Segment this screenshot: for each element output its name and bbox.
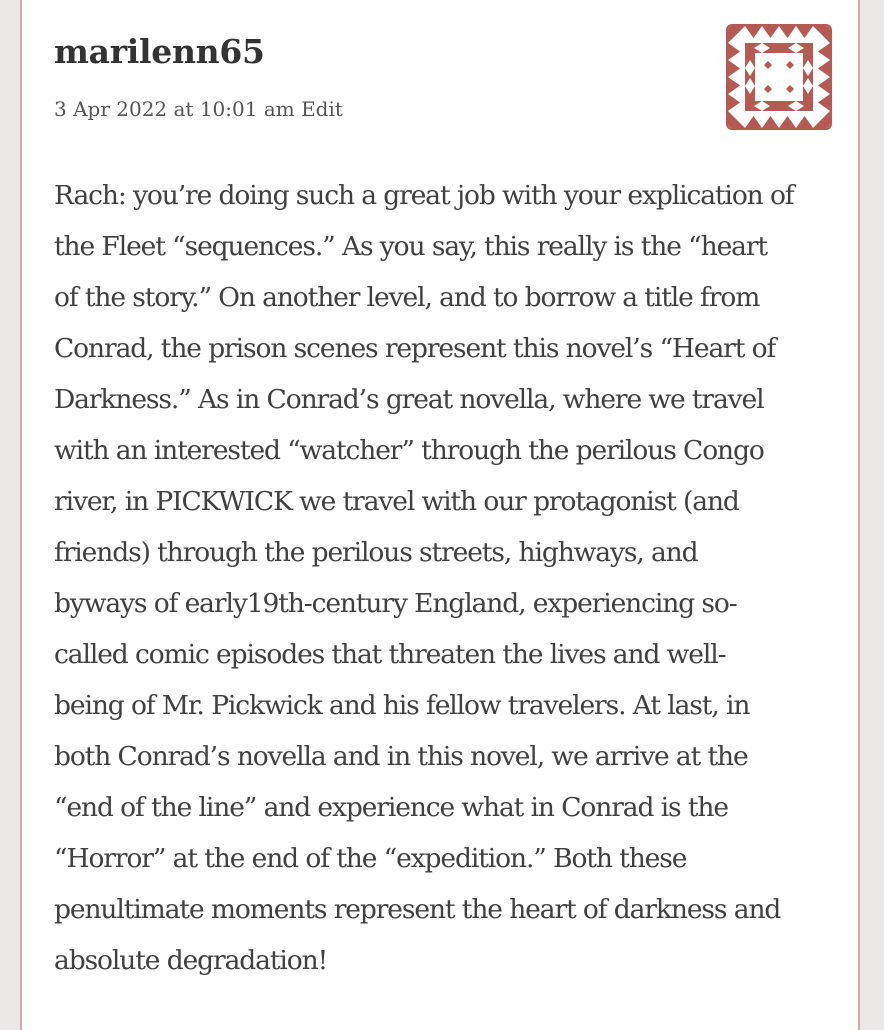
comment-line: of the story.” On another level, and to borrow a title from [54,282,760,313]
comment-meta [54,94,343,124]
comment-line: penultimate moments represent the heart of darkness and [54,894,781,925]
comment-card [20,0,860,1030]
comment-line: with an interested “watcher” through the perilous Congo [54,435,764,466]
comment-line: “end of the line” and experience what in Conrad is the [54,792,728,823]
comment-line: the Fleet “sequences.” As you say, this really is the “heart [54,231,767,262]
comment-line: “Horror” at the end of the “expedition.” Both these [54,843,687,874]
comment-author[interactable]: marilenn65 [54,32,265,71]
comment-line: Darkness.” As in Conrad’s great novella, where we travel [54,384,764,415]
comment-line: absolute degradation! [54,945,328,976]
comment-date[interactable]: 3 Apr 2022 at 10:01 am [54,97,295,121]
comment-line: being of Mr. Pickwick and his fellow travelers. At last, in [54,690,750,721]
comment-line: byways of early19th-century England, experiencing so- [54,588,737,619]
edit-link[interactable]: Edit [301,97,343,121]
comment-body [54,170,844,986]
avatar[interactable] [726,24,832,130]
comment-line: friends) through the perilous streets, highways, and [54,537,698,568]
comment-line: Rach: you’re doing such a great job with your explication of [54,180,794,211]
comment-line: called comic episodes that threaten the lives and well- [54,639,726,670]
comment-line: Conrad, the prison scenes represent this novel’s “Heart of [54,333,776,364]
identicon-avatar-icon [728,26,830,128]
comment-line: river, in PICKWICK we travel with our protagonist (and [54,486,739,517]
comment-line: both Conrad’s novella and in this novel, we arrive at the [54,741,748,772]
